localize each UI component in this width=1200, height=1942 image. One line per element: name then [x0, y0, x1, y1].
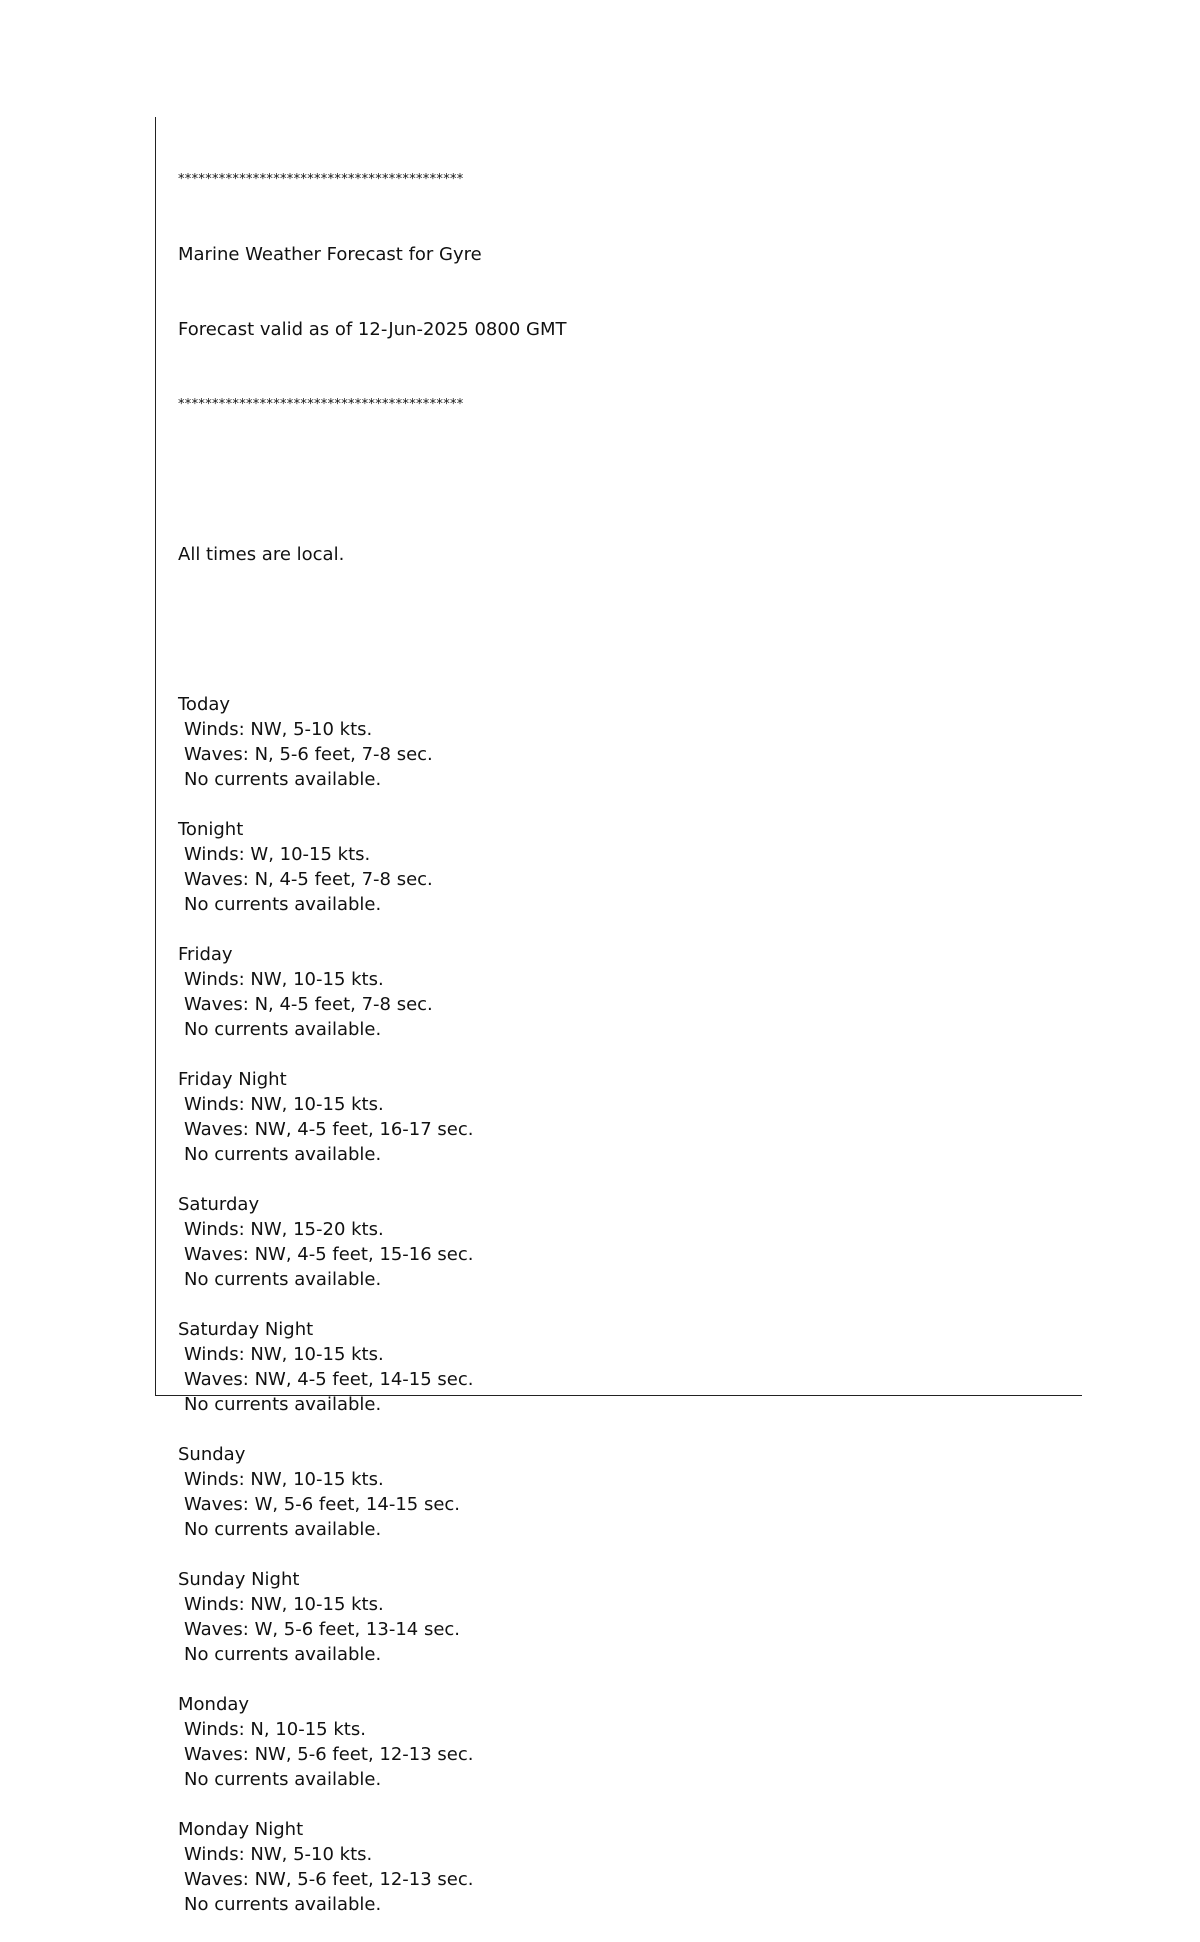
forecast-period [178, 1567, 1078, 1692]
period-winds: Winds: NW, 10-15 kts. [184, 1094, 384, 1115]
forecast-periods [178, 692, 1078, 1917]
forecast-period [178, 1192, 1078, 1317]
period-currents: No currents available. [184, 1519, 382, 1540]
period-winds: Winds: NW, 15-20 kts. [184, 1219, 384, 1240]
period-waves: Waves: N, 4-5 feet, 7-8 sec. [184, 869, 433, 890]
period-waves: Waves: N, 4-5 feet, 7-8 sec. [184, 994, 433, 1015]
spacer [178, 792, 1078, 817]
forecast-period [178, 1067, 1078, 1192]
spacer [178, 1042, 1078, 1067]
spacer [178, 1292, 1078, 1317]
period-currents: No currents available. [184, 1644, 382, 1665]
spacer [178, 617, 1078, 642]
spacer [178, 467, 1078, 492]
period-waves: Waves: NW, 5-6 feet, 12-13 sec. [184, 1869, 474, 1890]
period-currents: No currents available. [184, 769, 382, 790]
period-winds: Winds: NW, 10-15 kts. [184, 1469, 384, 1490]
period-winds: Winds: NW, 10-15 kts. [184, 1344, 384, 1365]
period-waves: Waves: W, 5-6 feet, 13-14 sec. [184, 1619, 461, 1640]
period-name: Saturday Night [178, 1319, 314, 1340]
period-winds: Winds: W, 10-15 kts. [184, 844, 371, 865]
period-winds: Winds: N, 10-15 kts. [184, 1719, 366, 1740]
period-name: Tonight [178, 819, 244, 840]
period-currents: No currents available. [184, 1269, 382, 1290]
forecast-period [178, 692, 1078, 817]
period-currents: No currents available. [184, 1019, 382, 1040]
period-winds: Winds: NW, 5-10 kts. [184, 719, 373, 740]
spacer [178, 1167, 1078, 1192]
period-waves: Waves: NW, 5-6 feet, 12-13 sec. [184, 1744, 474, 1765]
forecast-period [178, 1692, 1078, 1817]
forecast-document [178, 117, 1078, 1942]
spacer [178, 1792, 1078, 1817]
period-name: Sunday [178, 1444, 246, 1465]
forecast-period [178, 1817, 1078, 1917]
period-currents: No currents available. [184, 1144, 382, 1165]
spacer [178, 1667, 1078, 1692]
period-waves: Waves: NW, 4-5 feet, 16-17 sec. [184, 1119, 474, 1140]
forecast-period [178, 817, 1078, 942]
period-name: Friday [178, 944, 233, 965]
period-currents: No currents available. [184, 1894, 382, 1915]
header-stars-bottom: ****************************************** [178, 397, 464, 412]
period-waves: Waves: N, 5-6 feet, 7-8 sec. [184, 744, 433, 765]
forecast-period [178, 1442, 1078, 1567]
period-currents: No currents available. [184, 1394, 382, 1415]
period-name: Saturday [178, 1194, 260, 1215]
period-currents: No currents available. [184, 894, 382, 915]
period-waves: Waves: NW, 4-5 feet, 15-16 sec. [184, 1244, 474, 1265]
spacer [178, 1542, 1078, 1567]
times-note: All times are local. [178, 544, 345, 565]
period-winds: Winds: NW, 10-15 kts. [184, 969, 384, 990]
period-name: Monday [178, 1694, 250, 1715]
period-winds: Winds: NW, 10-15 kts. [184, 1594, 384, 1615]
period-waves: Waves: W, 5-6 feet, 14-15 sec. [184, 1494, 461, 1515]
forecast-period [178, 1317, 1078, 1442]
header-stars-top: ****************************************** [178, 172, 464, 187]
spacer [178, 1417, 1078, 1442]
forecast-valid-time: Forecast valid as of 12-Jun-2025 0800 GMT [178, 319, 567, 340]
period-currents: No currents available. [184, 1769, 382, 1790]
forecast-period [178, 942, 1078, 1067]
spacer [178, 917, 1078, 942]
period-name: Friday Night [178, 1069, 287, 1090]
period-waves: Waves: NW, 4-5 feet, 14-15 sec. [184, 1369, 474, 1390]
period-name: Today [178, 694, 231, 715]
period-name: Monday Night [178, 1819, 304, 1840]
period-name: Sunday Night [178, 1569, 300, 1590]
forecast-title: Marine Weather Forecast for Gyre [178, 244, 482, 265]
period-winds: Winds: NW, 5-10 kts. [184, 1844, 373, 1865]
